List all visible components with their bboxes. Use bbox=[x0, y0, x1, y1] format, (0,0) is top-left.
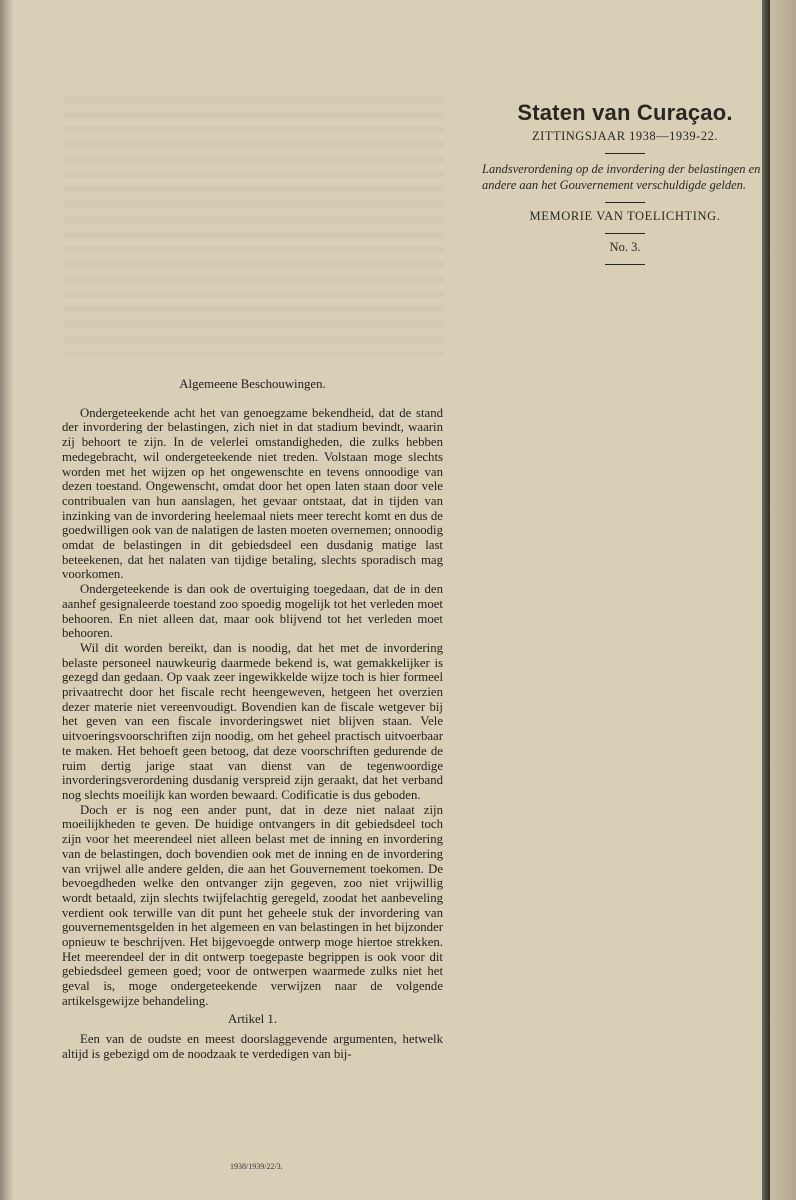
paragraph: Doch er is nog een ander punt, dat in deze niet nalaat zijn moeilijkheden te geven. De huidige ontvangers in dit gebiedsdeel toch zijn voor het meerendeel niet alleen belast met de inning en invordering van de belastingen, doch bovendien ook met de inning en de invordering van vrijwel alle andere gelden, die aan het Gouvernement toekomen. De bevoegdheden welke den ontvanger zijn gegeven, zoo niet vrijwillig wordt betaald, zijn slechts twijfelachtig geregeld, zoodat het aanbeveling verdient ook terwille van dit punt het geheele stuk der invordering van gouvernementsgelden in het algemeen en van belastingen in het bijzonder opnieuw te beschrijven. Het bijgevoegde ontwerp moge hiertoe strekken. Het meerendeel der in dit ontwerp toegepaste begrippen is ook voor dit gebiedsdeel gemeen goed; voor de ontwerpen waarmede zulks niet het geval is, moge ondergeteekende verwijzen naar de volgende artikelsgewijze behandeling. bbox=[62, 802, 443, 1008]
footer-code: 1938/1939/22/3. bbox=[230, 1162, 283, 1171]
paragraph: Ondergeteekende is dan ook de overtuiging toegedaan, dat de in den aanhef gesignaleerde toestand zoo spoedig mogelijk tot het verleden moet behooren. En niet alleen dat, maar ook blijvend tot het verleden moet behooren. bbox=[62, 582, 443, 641]
header-divider bbox=[605, 153, 645, 154]
paragraph: Wil dit worden bereikt, dan is noodig, dat het met de invordering belaste personeel nauwkeurig daarmede bekend is, wat gemakkelijker is gezegd dan gedaan. Op vaak zeer ingewikkelde wijze toch is hier formeel privaatrecht door het fiscale recht heengeweven, hetgeen het overzien dezer materie niet vereenvoudigt. Bovendien kan de fiscale wetgever bij het geven van een fiscale invorderingswet niet blijven staan. Vele uitvoeringsvoorschriften zijn noodig, om het geheel practisch uitvoerbaar te maken. Het behoeft geen betoog, dat deze voorschriften gedurende de ruim dertig jarige staat van dienst van de tegenwoordige invorderingsverordening dusdanig verspreid zijn geraakt, dat het verband nog slechts moeilijk kan worden bewaard. Codificatie is dus geboden. bbox=[62, 640, 443, 802]
article-heading: Artikel 1. bbox=[227, 1011, 278, 1026]
book-spine bbox=[762, 0, 770, 1200]
page-binding-shadow bbox=[0, 0, 14, 1200]
document-number: No. 3. bbox=[609, 240, 641, 254]
next-page-edge bbox=[770, 0, 796, 1200]
memorie-label: MEMORIE VAN TOELICHTING. bbox=[529, 209, 721, 223]
document-subject: Landsverordening op de invordering der belastingen en andere aan het Gouvernement verschuldigde gelden. bbox=[482, 162, 761, 192]
paragraph: Een van de oudste en meest doorslaggevende argumenten, hetwelk altijd is gebezigd om de noodzaak te verdedigen van bij- bbox=[62, 1032, 443, 1061]
section-heading: Algemeene Beschouwingen. bbox=[179, 377, 326, 391]
session-year: ZITTINGSJAAR 1938—1939-22. bbox=[532, 129, 718, 143]
document-header bbox=[482, 100, 761, 265]
header-divider bbox=[605, 264, 645, 265]
paragraph: Ondergeteekende acht het van genoegzame bekendheid, dat de stand der invordering der belastingen, zich niet in dat stadium bevindt, waarin zij behoort te zijn. In de velerlei omstandigheden, die zulks hebben medegebracht, wil ondergeteekende niet treden. Volstaan moge slechts worden met het wijzen op het ongewenschte en tevens onnoodige van dezen toestand. Ongewenscht, omdat door het open laten staan door vele contribualen van hun aanslagen, het gevaar ontstaat, dat in tijden van inzinking van de invordering heelemaal niets meer terecht komt en dus de goedwilligen ook van de nalatigen de lasten moeten overnemen; onnoodig omdat de belastingen in dit gebiedsdeel een dusdanig matige last beteekenen, dat het nalaten van tijdige betaling, slechts sporadisch mag voorkomen. bbox=[62, 405, 443, 582]
document-title: Staten van Curaçao. bbox=[517, 100, 733, 125]
header-divider bbox=[605, 202, 645, 203]
document-body bbox=[62, 377, 443, 1062]
bleed-through-text bbox=[64, 96, 444, 356]
header-divider bbox=[605, 233, 645, 234]
